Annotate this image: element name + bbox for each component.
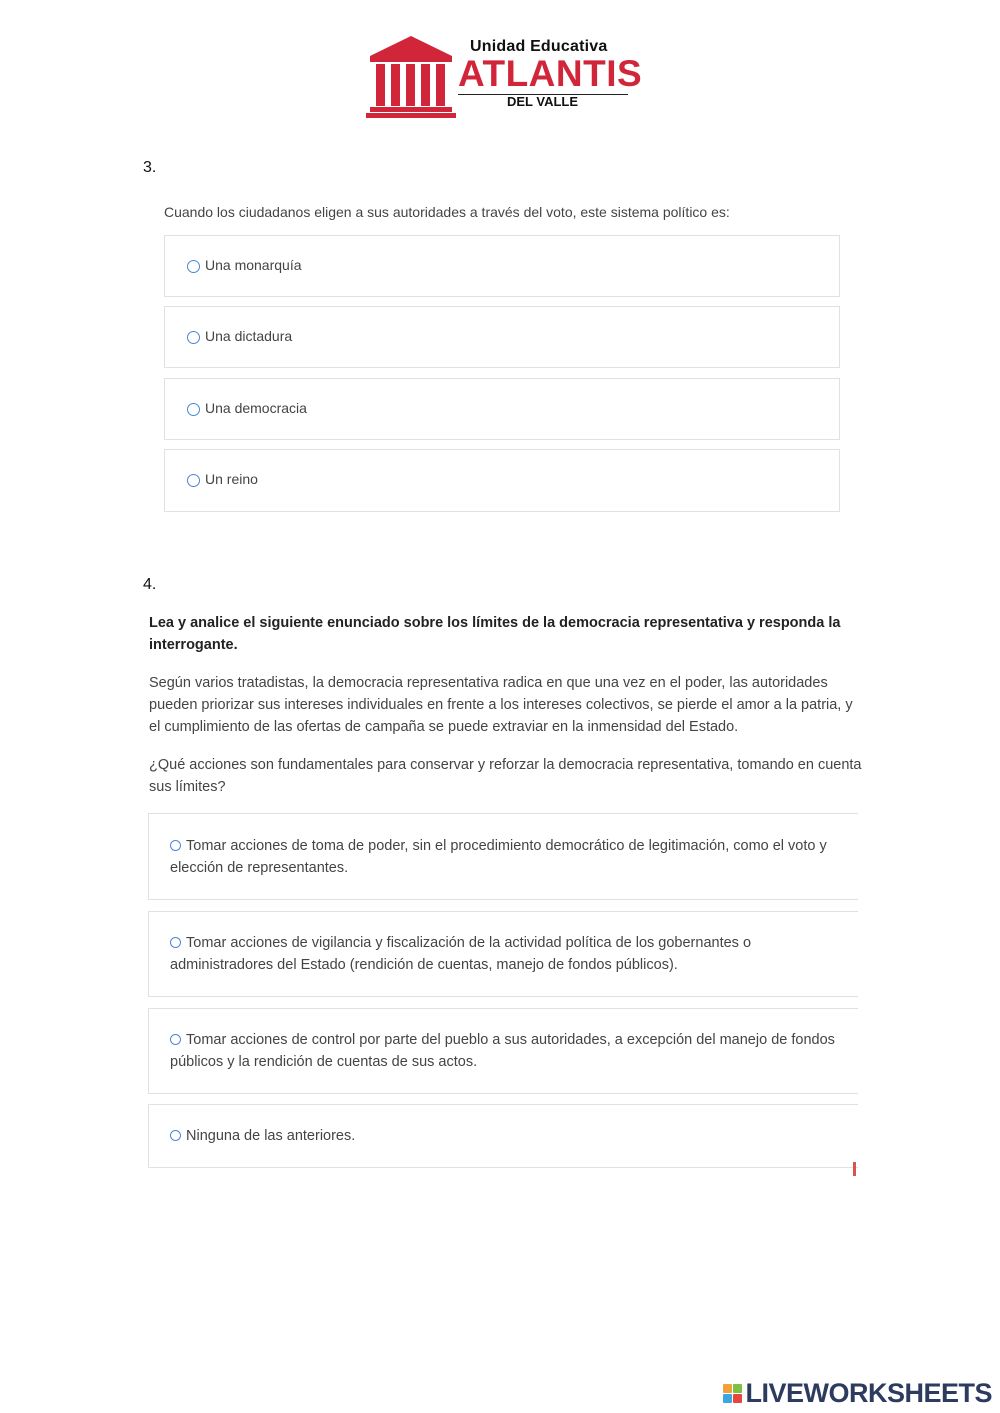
radio-icon[interactable] — [170, 1034, 181, 1045]
radio-icon[interactable] — [170, 840, 181, 851]
q4-option-label: Tomar acciones de control por parte del pueblo a sus autoridades, a excepción del manejo de fondos públicos y la rendición de cuentas de sus actos. — [170, 1032, 835, 1070]
liveworksheets-brand — [723, 1378, 992, 1408]
question-4-title: Lea y analice el siguiente enunciado sobre los límites de la democracia representativa y responda la interrogante. — [149, 615, 841, 653]
radio-icon[interactable] — [170, 937, 181, 948]
q3-option-label: Una democracia — [205, 400, 307, 416]
radio-icon[interactable] — [187, 403, 200, 416]
q4-option-label: Tomar acciones de toma de poder, sin el procedimiento democrático de legitimación, como el voto y elección de representantes. — [170, 838, 827, 876]
radio-icon[interactable] — [170, 1130, 181, 1141]
q4-option-label: Ninguna de las anteriores. — [186, 1128, 356, 1144]
logo-main-text: ATLANTIS — [458, 53, 643, 94]
building-icon — [366, 34, 456, 120]
q3-option-1[interactable] — [164, 235, 840, 297]
q3-option-label: Una monarquía — [205, 257, 302, 273]
question-3-number: 3. — [143, 159, 157, 176]
q4-option-label: Tomar acciones de vigilancia y fiscalización de la actividad política de los gobernantes o administradores del Estado (rendición de cuentas, manejo de fondos públicos). — [170, 935, 752, 973]
q3-option-label: Una dictadura — [205, 328, 293, 344]
logo-top-text: Unidad Educativa — [470, 38, 608, 55]
scroll-marker — [853, 1162, 856, 1176]
liveworksheets-logo-icon — [723, 1384, 742, 1403]
radio-icon[interactable] — [187, 331, 200, 344]
q3-option-2[interactable] — [164, 306, 840, 368]
question-4-number: 4. — [143, 576, 157, 593]
question-4-question: ¿Qué acciones son fundamentales para conservar y reforzar la democracia representativa, tomando en cuenta sus límites? — [149, 757, 862, 795]
q4-option-4[interactable] — [148, 1104, 858, 1168]
question-3-prompt: Cuando los ciudadanos eligen a sus autoridades a través del voto, este sistema político es: — [164, 204, 730, 220]
q3-option-4[interactable] — [164, 449, 840, 512]
q3-option-3[interactable] — [164, 378, 840, 440]
logo-bottom-text: DEL VALLE — [507, 94, 579, 109]
q4-option-2[interactable] — [148, 911, 858, 997]
radio-icon[interactable] — [187, 260, 200, 273]
q4-option-1[interactable] — [148, 813, 858, 900]
question-4-paragraph: Según varios tratadistas, la democracia representativa radica en que una vez en el poder, las autoridades pueden priorizar sus intereses individuales en frente a los intereses colectivos, se pierde el amor a la patria, y el cumplimiento de las ofertas de campaña se puede extraviar en la inmensidad del Estado. — [149, 675, 853, 735]
q3-option-label: Un reino — [205, 471, 258, 487]
q4-option-3[interactable] — [148, 1008, 858, 1094]
liveworksheets-text: LIVEWORKSHEETS — [745, 1377, 992, 1408]
radio-icon[interactable] — [187, 474, 200, 487]
